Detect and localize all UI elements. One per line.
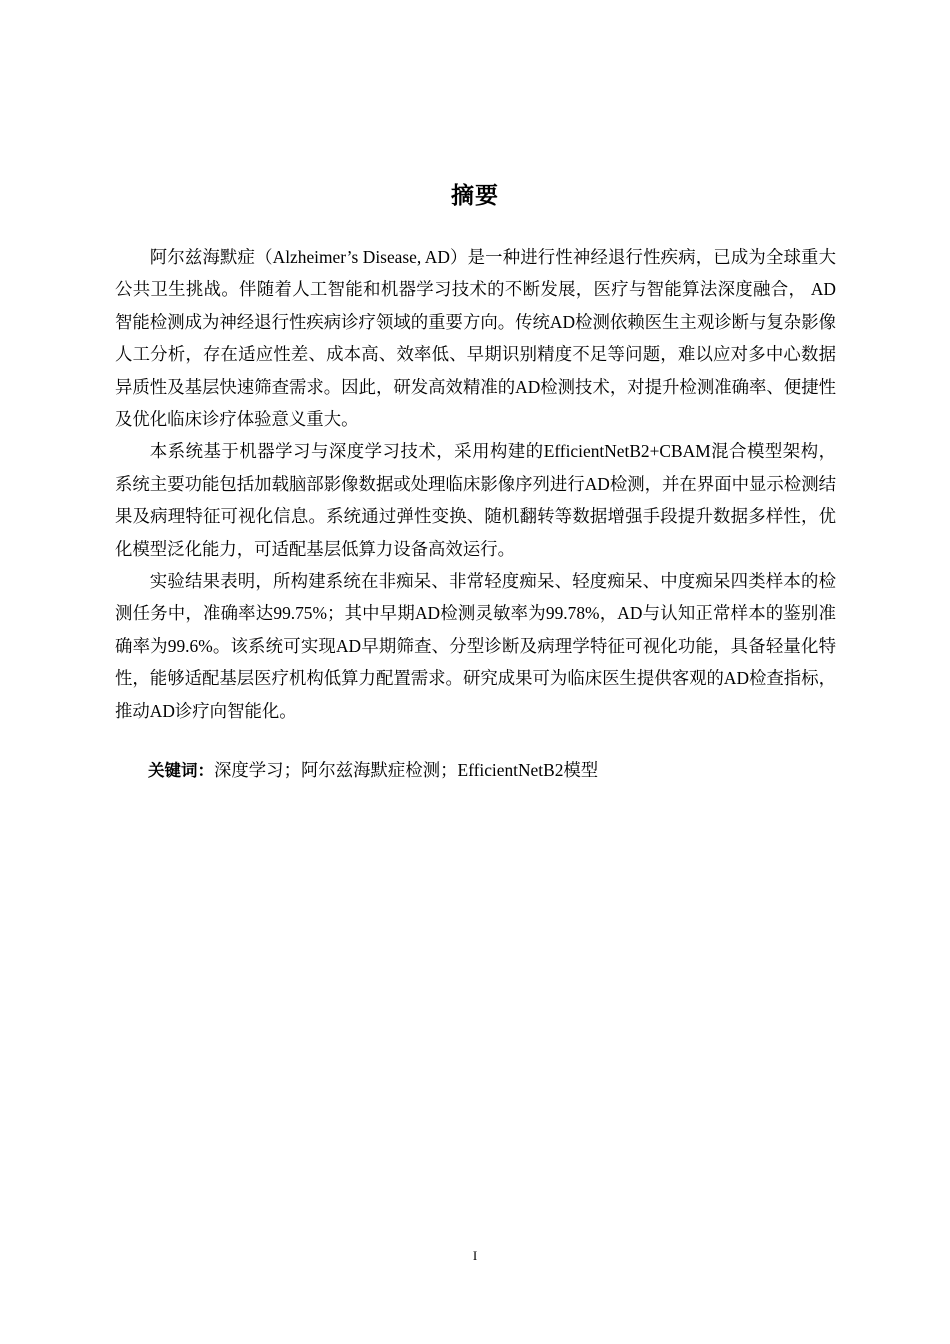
abstract-body xyxy=(115,241,836,727)
keywords-text: 深度学习；阿尔兹海默症检测；EfficientNetB2模型 xyxy=(214,760,599,780)
abstract-title: 摘要 xyxy=(451,183,499,209)
keywords-label: 关键词： xyxy=(148,761,214,780)
keywords-line xyxy=(148,754,848,787)
abstract-paragraph-2: 本系统基于机器学习与深度学习技术，采用构建的EfficientNetB2+CBAM混合模型架构，系统主要功能包括加载脑部影像数据或处理临床影像序列进行AD检测，并在界面中显示检测结果及病理特征可视化信息。系统通过弹性变换、随机翻转等数据增强手段提升数据多样性，优化模型泛化能力，可适配基层低算力设备高效运行。 xyxy=(115,441,836,559)
page-number: I xyxy=(472,1248,478,1263)
abstract-paragraph-3: 实验结果表明，所构建系统在非痴呆、非常轻度痴呆、轻度痴呆、中度痴呆四类样本的检测任务中，准确率达99.75%；其中早期AD检测灵敏率为99.78%，AD与认知正常样本的鉴别准确率为99.6%。该系统可实现AD早期筛查、分型诊断及病理学特征可视化功能，具备轻量化特性，能够适配基层医疗机构低算力配置需求。研究成果可为临床医生提供客观的AD检查指标，推动AD诊疗向智能化。 xyxy=(115,571,836,721)
abstract-paragraph-1: 阿尔兹海默症（Alzheimer’s Disease, AD）是一种进行性神经退行性疾病，已成为全球重大公共卫生挑战。伴随着人工智能和机器学习技术的不断发展，医疗与智能算法深度融合， AD智能检测成为神经退行性疾病诊疗领域的重要方向。传统AD检测依赖医生主观诊断与复杂影像人工分析，存在适应性差、成本高、效率低、早期识别精度不足等问题，难以应对多中心数据异质性及基层快速筛查需求。因此，研发高效精准的AD检测技术，对提升检测准确率、便捷性及优化临床诊疗体验意义重大。 xyxy=(115,247,836,430)
